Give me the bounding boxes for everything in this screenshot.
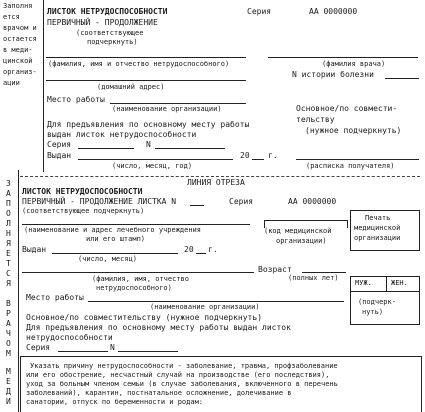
top-present-1: Для предъявления по основному месту работы [47, 120, 250, 129]
doctor-line [268, 57, 418, 58]
top-series-row: Серия [47, 140, 72, 149]
stub-letter: М [6, 349, 11, 358]
age-line [302, 272, 346, 273]
bottom-n-line [118, 351, 178, 352]
fio-line [46, 57, 246, 58]
top-org-caption: (наименование организации) [112, 105, 222, 113]
stub-letter: Л [6, 219, 11, 228]
sex-choose-box [350, 292, 420, 325]
stub-letter: С [6, 269, 11, 278]
code-caption-2: организации) [276, 237, 327, 245]
top-address-caption: (домашний адрес) [97, 83, 165, 91]
top-issued-label: Выдан [47, 151, 72, 160]
stub-line: цинской [3, 57, 33, 65]
sex-male[interactable]: МУЖ. [355, 279, 372, 287]
top-left-border [43, 0, 44, 172]
top-history-label: N истории болезни [292, 70, 374, 79]
stub-letter: Я [6, 279, 11, 288]
work-line [110, 103, 246, 104]
stub-letter: Т [6, 259, 11, 268]
top-combine-1: Основное/по совмести- [296, 104, 398, 113]
stub-divider [18, 170, 19, 412]
stamp-label-3: организации [354, 234, 401, 242]
bottom-series-line [58, 351, 108, 352]
top-choose-caption-2: подчеркнуть) [87, 38, 138, 46]
institution-line [22, 224, 250, 225]
sex-female[interactable]: ЖЕН. [391, 279, 408, 287]
stub-line: Заполня [3, 2, 33, 10]
top-series-label: Серия [247, 7, 272, 16]
stub-letter: А [6, 189, 11, 198]
stub-line: остается [3, 35, 37, 43]
bottom-fio-line [22, 272, 254, 273]
stub-letter: Ч [6, 329, 11, 338]
bottom-year-line [196, 253, 206, 254]
stub-letter: Д [6, 387, 11, 396]
stamp-label-2: медицинской [354, 224, 401, 232]
bottom-fio-caption-1: (фамилия, имя, отчество [92, 275, 189, 283]
top-doctor-caption: (фамилия врача) [322, 60, 386, 68]
top-receipt-caption: (расписка получателя) [306, 162, 395, 170]
top-work-label: Место работы [47, 95, 105, 104]
bottom-primary-n-line [190, 205, 204, 206]
bottom-series-row: Серия [26, 343, 51, 352]
stub-letter: М [6, 367, 11, 376]
instruction-line-5: санатории, отпуск по беременности и родам: [26, 398, 204, 406]
top-year-suffix: г. [268, 151, 278, 160]
stub-letter: И [6, 397, 11, 406]
institution-caption-1: (наименование и адрес лечебного учреждения [24, 226, 202, 234]
stub-line: организ- [3, 68, 37, 76]
bottom-primary: ПЕРВИЧНЫЙ - ПРОДОЛЖЕНИЕ ЛИСТКА N [22, 197, 177, 206]
bottom-series-label: Серия [229, 197, 254, 206]
top-combine-2: тельству [296, 115, 335, 124]
sex-divider [386, 276, 387, 292]
stamp-box [350, 210, 420, 251]
stub-line: ации [3, 79, 20, 87]
top-series-value: АА 0000000 [309, 7, 358, 16]
stub-letter: А [6, 319, 11, 328]
top-primary: ПЕРВИЧНЫЙ - ПРОДОЛЖЕНИЕ [47, 18, 158, 27]
stub-letter: Р [6, 309, 11, 318]
bottom-n-label: N [110, 343, 115, 352]
stub-letter: З [6, 179, 11, 188]
stub-line: врачом и [3, 24, 37, 32]
top-issued-line [78, 159, 233, 160]
sex-choose-1: (подчерк- [358, 298, 396, 306]
stub-letter: О [6, 339, 11, 348]
stub-letter: П [6, 199, 11, 208]
bottom-org-caption: (наименование организации) [150, 303, 260, 311]
sex-choose-2: нуть) [362, 308, 384, 316]
stub-letter: Н [6, 229, 11, 238]
top-year: 20 [240, 151, 250, 160]
bottom-present-2: нетрудоспособности [26, 333, 113, 342]
receipt-line [296, 159, 419, 160]
top-n-line [155, 148, 225, 149]
instruction-line-2: или его обострение, несчастный случай на производстве (его последствия), [26, 371, 330, 379]
history-line [385, 78, 419, 79]
age-label: Возраст [258, 265, 292, 274]
instruction-line-1: Указать причину нетрудоспособности - заболевание, травма, профзаболевание [30, 362, 338, 370]
stub-letter: Я [6, 239, 11, 248]
top-date-caption: (число, месяц, год) [112, 162, 193, 170]
bottom-year: 20 [184, 245, 194, 254]
top-n-label: N [146, 140, 151, 149]
bottom-title: ЛИСТОК НЕТРУДОСПОСОБНОСТИ [22, 187, 143, 196]
stub-line: ется [3, 13, 20, 21]
address-line [46, 80, 246, 81]
top-title: ЛИСТОК НЕТРУДОСПОСОБНОСТИ [47, 7, 168, 16]
bottom-work-line [88, 301, 344, 302]
bottom-combine: Основное/по совместительству (нужное подчеркнуть) [26, 313, 263, 322]
institution-caption-2: или его штамп) [86, 235, 146, 243]
stub-letter: О [6, 209, 11, 218]
bottom-date-caption: (число, месяц) [78, 255, 138, 263]
stub-letter: Е [6, 377, 11, 386]
bottom-year-suffix: г. [208, 245, 218, 254]
code-caption-1: (код медицинской [264, 227, 332, 235]
bottom-choose-caption: (соответствующее подчеркнуть) [22, 207, 145, 215]
stub-line: в меди- [3, 46, 33, 54]
bottom-issued-label: Выдан [22, 245, 47, 254]
stub-letter: Е [6, 249, 11, 258]
cut-dashes [20, 176, 420, 177]
cut-line-label: ЛИНИЯ ОТРЕЗА [184, 179, 248, 187]
bottom-present-1: Для предъявления по основному месту работы выдан листок [26, 323, 291, 332]
bottom-series-value: АА 0000000 [288, 197, 337, 206]
bottom-work-label: Место работы [26, 293, 84, 302]
top-series-line [78, 148, 134, 149]
age-caption: (полных лет) [288, 274, 339, 282]
instruction-line-3: уход за больным членом семьи (в случае заболевания, включенного в перечень [26, 380, 338, 388]
bottom-issued-line [52, 253, 178, 254]
top-fio-caption: (фамилия, имя и отчество нетрудоспособного) [48, 60, 230, 68]
top-present-2: выдан листок нетрудоспособности [47, 130, 197, 139]
top-choose-caption: (соответствующее [76, 29, 144, 37]
stamp-label-1: Печать [365, 214, 391, 222]
top-year-line [252, 159, 264, 160]
instruction-line-4: заболеваний), карантин, постнатальное осложнение, долечивание в [26, 389, 292, 397]
stub-letter: В [6, 299, 11, 308]
bottom-fio-caption-2: нетрудоспособного) [96, 284, 172, 292]
top-combine-3: (нужное подчеркнуть) [305, 126, 402, 135]
